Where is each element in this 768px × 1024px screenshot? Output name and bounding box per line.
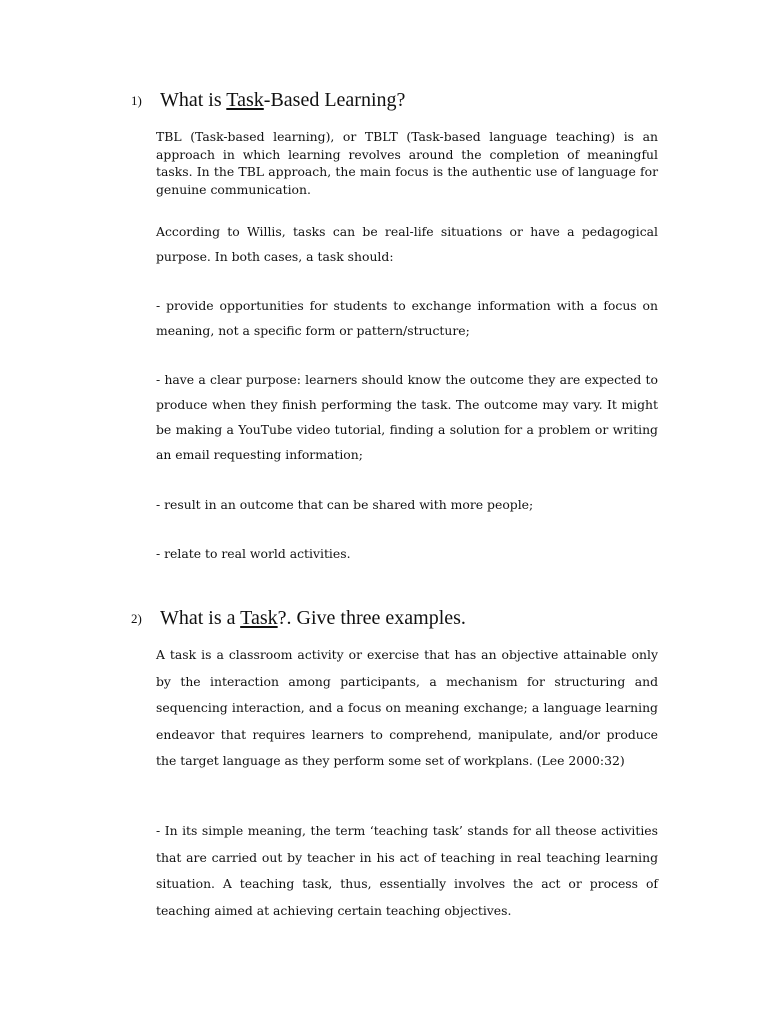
section-1-title-end: -Based Learning? <box>263 89 406 111</box>
section-2-paragraph-task-definition: A task is a classroom activity or exercise that has an objective attainable only by the interaction among participants, a mechanism for structuring and sequencing interaction, and a focus on meaning exchange; a language learning endeavor that requires learners to comprehend, manipulate, and/or produce the target language as they perform some set of workplans. (Lee 2000:32) <box>156 647 658 768</box>
section-1-number: 1) <box>131 93 142 108</box>
section-2-paragraph-teaching-task: - In its simple meaning, the term ‘teaching task’ stands for all theose activities that are carried out by teacher in his act of teaching in real teaching learning situation. A teaching task, thus, essentially involves the act or process of teaching aimed at achieving certain teaching objectives. <box>156 823 658 918</box>
section-2-heading <box>131 606 466 631</box>
section-1-title-underlined: Task <box>226 89 264 111</box>
section-2-title-start: What is a <box>160 607 241 629</box>
section-2-title-underlined: Task <box>240 607 278 629</box>
section-1-bullet-clear-purpose: - have a clear purpose: learners should know the outcome they are expected to produce when they finish performing the task. The outcome may vary. It might be making a YouTube video tutorial, finding a solution for a problem or writing an email requesting information; <box>156 372 658 462</box>
section-1-heading <box>131 88 405 113</box>
section-1-paragraph-willis: According to Willis, tasks can be real-life situations or have a pedagogical purpose. In both cases, a task should: <box>156 224 658 264</box>
section-1-bullet-real-world: - relate to real world activities. <box>156 546 351 561</box>
section-1-bullet-information-exchange: - provide opportunities for students to exchange information with a focus on meaning, not a specific form or pattern/structure; <box>156 298 658 338</box>
section-1-title-start: What is <box>160 89 227 111</box>
section-1-bullet-shared-outcome: - result in an outcome that can be shared with more people; <box>156 497 534 512</box>
section-2-number: 2) <box>131 611 142 626</box>
section-1-paragraph-definition: TBL (Task-based learning), or TBLT (Task-based language teaching) is an approach in which learning revolves around the completion of meaningful tasks. In the TBL approach, the main focus is the authentic use of language for genuine communication. <box>156 129 658 197</box>
section-2-title-end: ?. Give three examples. <box>277 607 466 629</box>
